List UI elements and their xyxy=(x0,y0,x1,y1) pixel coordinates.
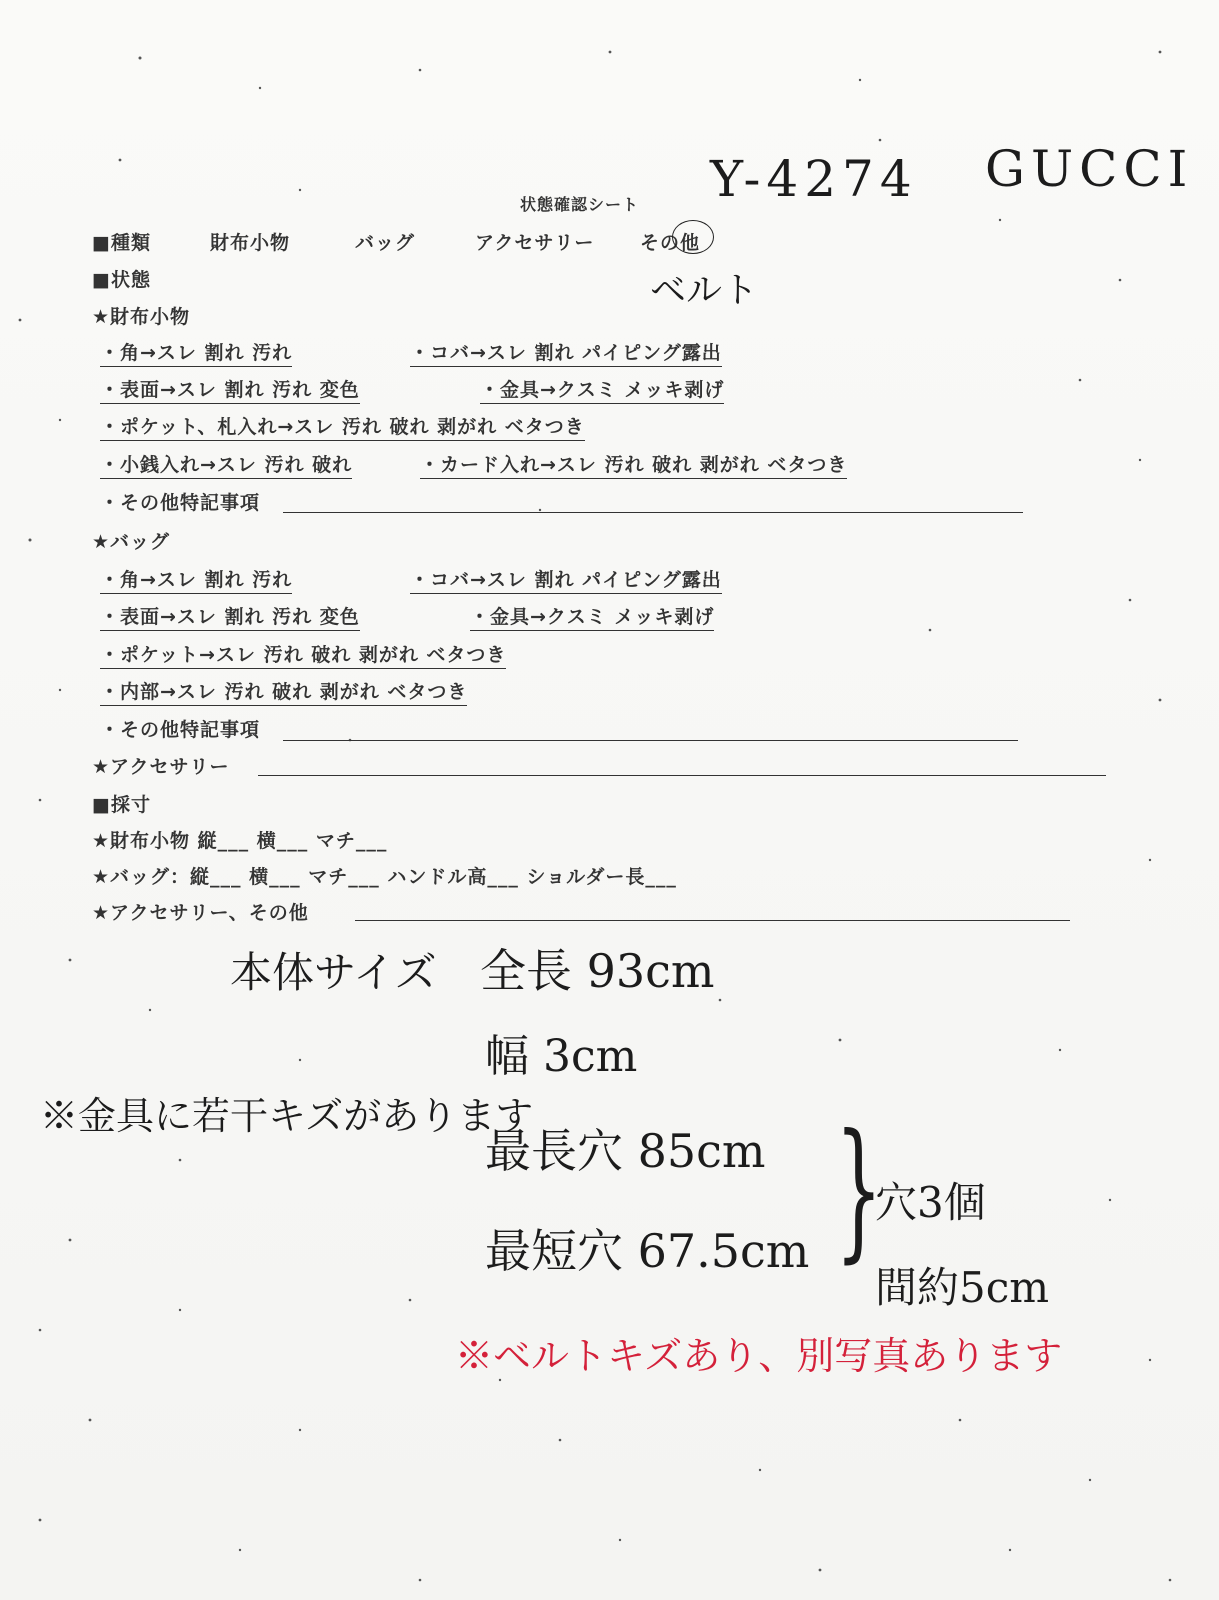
bag-corner-row: ・角→スレ 割れ 汚れ xyxy=(100,565,292,594)
wallet-corner-row: ・角→スレ 割れ 汚れ xyxy=(100,338,292,367)
form-title: 状態確認シート xyxy=(520,195,640,214)
total-length: 全長 93cm xyxy=(480,944,715,998)
size-row-bag: ★バッグ：縦___ 横___ マチ___ ハンドル高___ ショルダー長___ xyxy=(92,866,677,888)
bag-pocket-row: ・ポケット→スレ 汚れ 破れ 剥がれ ベタつき xyxy=(100,640,506,669)
wallet-heading: ★財布小物 xyxy=(92,306,191,328)
category-wallet: 財布小物 xyxy=(210,232,291,254)
size-row-accessory: ★アクセサリー、その他 xyxy=(92,902,309,924)
width: 幅 3cm xyxy=(485,1031,638,1082)
shortest-hole: 最短穴 67.5cm xyxy=(485,1224,810,1278)
hole-count: 穴3個 xyxy=(875,1178,986,1227)
longest-hole: 最長穴 85cm xyxy=(485,1124,766,1178)
hole-interval: 間約5cm xyxy=(875,1263,1050,1312)
bag-interior-row: ・内部→スレ 汚れ 破れ 剥がれ ベタつき xyxy=(100,677,467,706)
bag-notes-label: ・その他特記事項 xyxy=(100,719,261,741)
brand-name: GUCCI xyxy=(985,140,1194,198)
wallet-notes-label: ・その他特記事項 xyxy=(100,492,261,514)
wallet-edge-row: ・コバ→スレ 割れ パイピング露出 xyxy=(410,338,722,367)
bag-surface-row: ・表面→スレ 割れ 汚れ 変色 xyxy=(100,602,360,631)
wallet-coin-row: ・小銭入れ→スレ 汚れ 破れ xyxy=(100,450,352,479)
body-size-label: 本体サイズ xyxy=(230,948,437,997)
bag-metal-row: ・金具→クスミ メッキ剥げ xyxy=(470,602,714,631)
size-label: ■採寸 xyxy=(92,794,151,816)
wallet-notes-line xyxy=(283,512,1023,513)
size-accessory-line xyxy=(355,920,1070,921)
accessory-line xyxy=(258,775,1106,776)
red-belt-note: ※ベルトキズあり、別写真あります xyxy=(455,1334,1063,1378)
wallet-surface-row: ・表面→スレ 割れ 汚れ 変色 xyxy=(100,375,360,404)
bag-edge-row: ・コバ→スレ 割れ パイピング露出 xyxy=(410,565,722,594)
wallet-card-row: ・カード入れ→スレ 汚れ 破れ 剥がれ ベタつき xyxy=(420,450,847,479)
category-bag: バッグ xyxy=(355,232,416,254)
bag-notes-line xyxy=(283,740,1018,741)
bag-heading: ★バッグ xyxy=(92,531,171,553)
accessory-heading: ★アクセサリー xyxy=(92,756,230,778)
metal-note: ※金具に若干キズがあります xyxy=(40,1094,534,1138)
wallet-metal-row: ・金具→クスミ メッキ剥げ xyxy=(480,375,724,404)
size-row-wallet: ★財布小物 縦___ 横___ マチ___ xyxy=(92,830,388,852)
condition-label: ■状態 xyxy=(92,269,151,291)
other-item-name: ベルト xyxy=(650,270,759,311)
category-accessory: アクセサリー xyxy=(475,232,595,254)
category-other: その他 xyxy=(640,232,701,254)
category-label: ■種類 xyxy=(92,232,151,254)
bracket-icon: } xyxy=(835,1103,883,1277)
wallet-pocket-row: ・ポケット、札入れ→スレ 汚れ 破れ 剥がれ ベタつき xyxy=(100,412,585,441)
category-selection-circle xyxy=(672,220,714,254)
item-code: Y-4274 xyxy=(710,150,918,208)
